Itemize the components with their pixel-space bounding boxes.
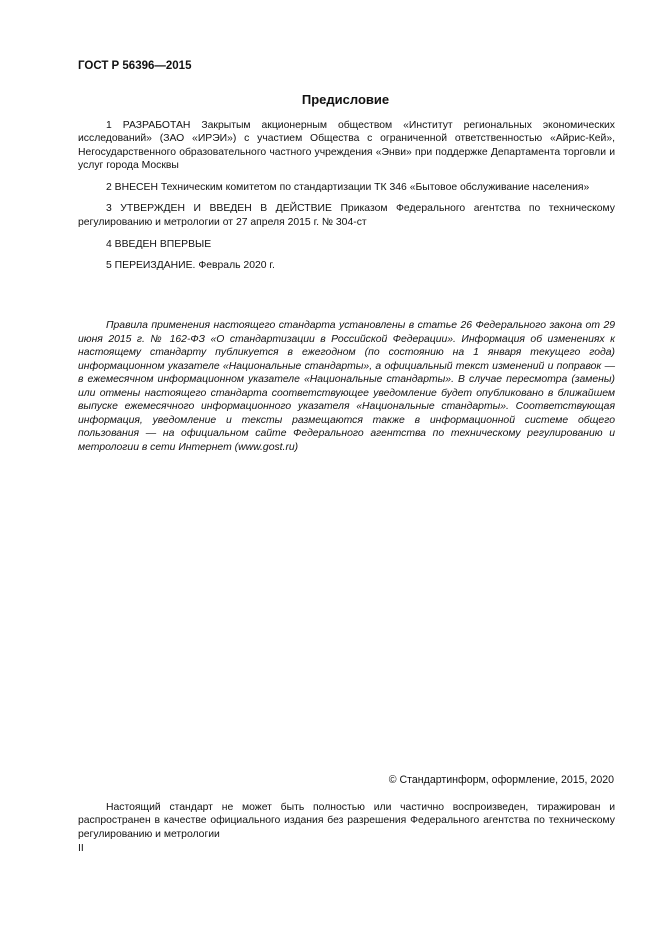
application-rules-notice: Правила применения настоящего стандарта установлены в статье 26 Федерального закона от 29 июня 2015 г. № 162-ФЗ «О стандартизации в Российской Федерации». Информация об изменениях к настоящему стандарту публикуется в ежегодном (по состоянию на 1 января текущего года) информационном указателе «Национальные стандарты», а официальный текст изменений и поправок — в ежемесячном информационном указателе «Национальные стандарты». В случае пересмотра (замены) или отмены настоящего стандарта соответствующее уведомление будет опубликовано в ближайшем выпуске ежемесячного информационного указателя «Национальные стандарты». Соответствующая информация, уведомление и тексты размещаются также в информационной системе общего пользования — на официальном сайте Федерального агентства по техническому регулированию и метрологии в сети Интернет (www.gost.ru) xyxy=(78,320,615,453)
preface-list xyxy=(78,119,615,281)
preface-item-submitted: 2 ВНЕСЕН Техническим комитетом по стандартизации ТК 346 «Бытовое обслуживание населения» xyxy=(106,181,590,193)
copyright-line: © Стандартинформ, оформление, 2015, 2020 xyxy=(388,774,614,786)
preface-item-approved: 3 УТВЕРЖДЕН И ВВЕДЕН В ДЕЙСТВИЕ Приказом Федерального агентства по техническому регулированию и метрологии от 27 апреля 2015 г. № 304-ст xyxy=(78,203,615,228)
preface-item-reissue: 5 ПЕРЕИЗДАНИЕ. Февраль 2020 г. xyxy=(106,260,275,272)
page-number: II xyxy=(78,843,84,854)
document-code: ГОСТ Р 56396—2015 xyxy=(78,60,192,72)
page-title: Предисловие xyxy=(301,92,390,107)
preface-item-introduced: 4 ВВЕДЕН ВПЕРВЫЕ xyxy=(106,238,212,250)
reproduction-rights-notice: Настоящий стандарт не может быть полностью или частично воспроизведен, тиражирован и распространен в качестве официального издания без разрешения Федерального агентства по техническому регулированию и метрологии xyxy=(78,802,615,840)
preface-item-developed: 1 РАЗРАБОТАН Закрытым акционерным обществом «Институт региональных экономических исследований» (ЗАО «ИРЭИ») с участием Общества с ограниченной ответственностью «Айрис-Кей», Негосударственного образовательного частного учреждения «Энви» при поддержке Департамента торговли и услуг города Москвы xyxy=(78,120,615,171)
